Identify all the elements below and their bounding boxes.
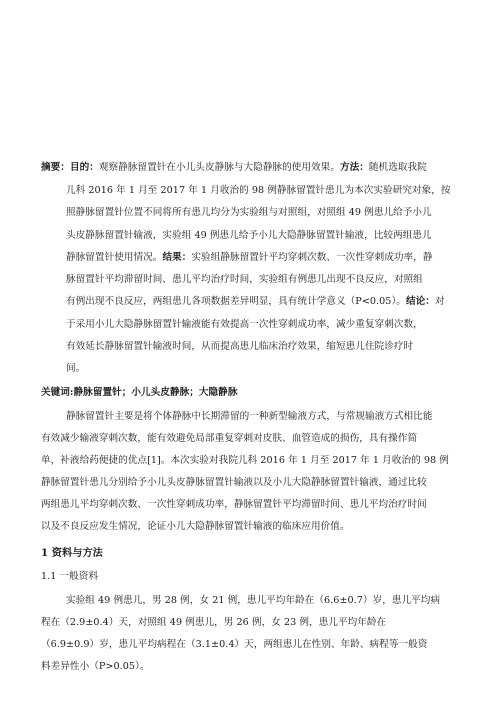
- abstract-line-3: 照静脉留置针位置不同将所有患儿均分为实验组与对照组，对照组 49 例患儿给予小儿: [66, 207, 432, 218]
- method-label: 方法：: [339, 162, 369, 173]
- section-title: 1 资料与方法: [41, 547, 103, 559]
- intro-line-4: 静脉留置针患儿分别给予小儿头皮静脉留置针输液以及小儿大隐静脉留置针输液，通过比较: [41, 477, 427, 488]
- intro-line-5: 两组患儿平均穿刺次数、一次性穿刺成功率，静脉留置针平均滞留时间、患儿平均治疗时间: [41, 499, 427, 510]
- abstract-line-6: 脉留置针平均滞留时间、患儿平均治疗时间，实验组有例患儿出现不良反应，对照组: [66, 274, 423, 285]
- abstract-label: 摘要：: [41, 162, 70, 173]
- abstract-line-5: [66, 251, 432, 265]
- conclusion-text-1: 对: [434, 296, 445, 307]
- section-para-line-4: 料差异性小（P>0.05）。: [41, 661, 150, 672]
- abstract-line-9: 有效延长静脉留置针输液时间，从而提高患儿临床治疗效果，缩短患儿住院诊疗时: [66, 341, 414, 352]
- intro-line-6: 以及不良反应发生情况，论证小儿大隐静脉留置针输液的临床应用价值。: [41, 521, 350, 532]
- abstract-line-4: 头皮静脉留置针输液，实验组 49 例患儿给予小儿大隐静脉留置针输液，比较两组患儿: [66, 230, 432, 241]
- intro-line-1: 静脉留置针主要是将个体静脉中长期滞留的一种新型输液方式，与常规输液方式相比能: [66, 411, 433, 422]
- keywords-label: 关键词:: [41, 387, 74, 398]
- abstract-line-10: 间。: [66, 363, 86, 374]
- result-label: 结果：: [162, 252, 192, 263]
- intro-line-3: 单，补液给药便捷的优点[1]。本次实验对我院儿科 2016 年 1 月至 2017 年 1 月收治的 98 例: [41, 455, 449, 466]
- abstract-line-1: [41, 161, 427, 175]
- method-text-5: 静脉留置针使用情况。: [66, 252, 163, 263]
- abstract-line-7: [66, 295, 445, 309]
- section-para-line-1: 实验组 49 例患儿，男 28 例，女 21 例，患儿平均年龄在（6.6±0.7）岁，患儿平均病: [66, 595, 441, 606]
- conclusion-label: 结论：: [405, 296, 435, 307]
- result-text-1: 实验组静脉留置针平均穿刺次数、一次性穿刺成功率，静: [191, 252, 433, 263]
- objective-label: 目的：: [69, 162, 99, 173]
- method-text-1: 随机选取我院: [368, 162, 427, 173]
- section-para-line-3: （6.9±0.9）岁，患儿平均病程在（3.1±0.4）天，两组患儿在性别、年龄、病程等一般资: [41, 639, 428, 650]
- objective-text: 观察静脉留置针在小儿头皮静脉与大隐静脉的使用效果。: [98, 162, 340, 173]
- result-text-3: 有例出现不良反应，两组患儿各项数据差异明显，具有统计学意义（P<0.05）。: [66, 296, 406, 307]
- subsection-title: 1.1 一般资料: [41, 571, 99, 582]
- keywords-text: 静脉留置针；小儿头皮静脉；大隐静脉: [73, 387, 238, 398]
- intro-line-2: 有效减少输液穿刺次数，能有效避免局部重复穿刺对皮肤、血管造成的损伤，具有操作简: [41, 433, 418, 444]
- section-para-line-2: 程在（2.9±0.4）天，对照组 49 例患儿，男 26 例，女 23 例，患儿平均年龄在: [41, 617, 387, 628]
- abstract-line-8: 于采用小儿大隐静脉留置针输液能有效提高一次性穿刺成功率，减少重复穿刺次数，: [66, 319, 423, 330]
- keywords: [41, 386, 237, 400]
- abstract-line-2: 儿科 2016 年 1 月至 2017 年 1 月收治的 98 例静脉留置针患儿为本次实验研究对象，按: [66, 185, 451, 196]
